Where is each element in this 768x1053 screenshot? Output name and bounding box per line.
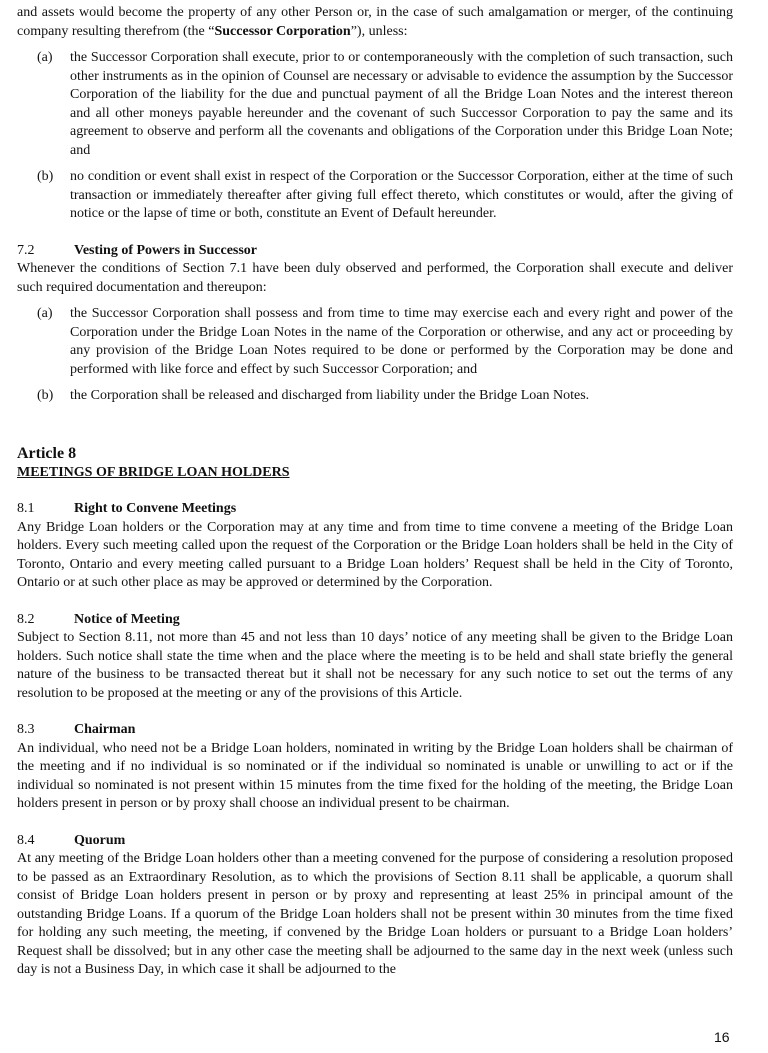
clause-7-1-item-a: (a) the Successor Corporation shall execute, prior to or contemporaneously with the completion of such transaction, such other instruments as in the opinion of Counsel are necessary or advisable to evidence the assumption by the Successor Corporation of the liability for the due and punctual payment of all the Bridge Loan Notes and the interest thereon and all other moneys payable hereunder and the covenant of such Successor Corporation to pay the same and its agreement to observe and perform all the covenants and obligations of the Corporation under this Bridge Loan Note; and xyxy=(37,50,733,158)
section-8-1-heading: 8.1 Right to Convene Meetings xyxy=(17,501,237,516)
section-8-2-body: Subject to Section 8.11, not more than 45 and not less than 10 days’ notice of any meeting shall be given to the Bridge Loan holders. Such notice shall state the time when and the place where the meeting is to be held and shall state briefly the general nature of the business to be transacted thereat but it shall not be necessary for any such notice to set out the terms of any resolution to be proposed at the meeting or any of the provisions of this Article. xyxy=(17,630,733,701)
successor-corporation-term: Successor Corporation xyxy=(214,23,351,39)
article-subtitle: MEETINGS OF BRIDGE LOAN HOLDERS xyxy=(17,464,290,480)
section-8-3-heading: 8.3 Chairman xyxy=(17,722,136,737)
section-7-2-body: Whenever the conditions of Section 7.1 have been duly observed and performed, the Corporation shall execute and deliver such required documentation and thereupon: xyxy=(17,261,733,295)
section-7-2-item-b: (b) the Corporation shall be released and discharged from liability under the Bridge Loan Notes. xyxy=(37,388,590,403)
article-subtitle-wrap xyxy=(17,463,733,483)
page-number: 16 xyxy=(714,1029,730,1045)
section-8-3-body: An individual, who need not be a Bridge Loan holders, nominated in writing by the Bridge Loan holders shall be chairman of the meeting and if no individual is so nominated or if the individual so nominated is unable or unwilling to act or if the individual so nominated is not present within 15 minutes from the time fixed for the holding of the meeting, the Bridge Loan holders present in person or by proxy shall choose an individual present to be chairman. xyxy=(17,740,733,811)
section-8-1-body: Any Bridge Loan holders or the Corporation may at any time and from time to time convene a meeting of the Bridge Loan holders. Every such meeting called upon the request of the Corporation or the Bridge Loan holders shall be held in the City of Toronto, Ontario and every meeting called pursuant to a Bridge Loan holders’ Request shall be held in the City of Toronto, Ontario or at such other place as may be approved or determined by the Corporation. xyxy=(17,519,733,590)
section-7-2-item-a: (a) the Successor Corporation shall possess and from time to time may exercise each and every right and power of the Corporation under the Bridge Loan Notes in the name of the Corporation or otherwise, and any act or proceeding by any provision of the Bridge Loan Notes required to be done or performed by the Corporation may be done and performed with like force and effect by such Successor Corporation; and xyxy=(37,306,733,377)
article-title: Article 8 xyxy=(17,444,77,462)
section-8-4-heading: 8.4 Quorum xyxy=(17,832,126,848)
section-8-2-heading: 8.2 Notice of Meeting xyxy=(17,611,180,627)
document-page xyxy=(17,4,733,980)
clause-7-1-item-b: (b) no condition or event shall exist in respect of the Corporation or the Successor Corporation, either at the time of such transaction or immediately thereafter after giving full effect thereto, which constitutes or would, after the giving of notice or the lapse of time or both, constitute an Event of Default hereunder. xyxy=(37,169,733,221)
section-8-4-body: At any meeting of the Bridge Loan holders other than a meeting convened for the purpose of considering a resolution proposed to be passed as an Extraordinary Resolution, as to which the provisions of Section 8.11 shall be applicable, a quorum shall consist of Bridge Loan holders present in person or by proxy and representing at least 25% in principal amount of the outstanding Bridge Loans. If a quorum of the Bridge Loan holders shall not be present within 30 minutes from the time fixed for holding any such meeting, the meeting, if convened by the Bridge Loan holders or pursuant to a Bridge Loan holders’ Request shall be dissolved; but in any other case the meeting shall be adjourned to the same day in the next week (unless such day is not a Business Day, in which case it shall be adjourned to the xyxy=(17,851,733,977)
section-7-2-heading: 7.2 Vesting of Powers in Successor xyxy=(17,242,258,258)
intro-paragraph: and assets would become the property of any other Person or, in the case of such amalgamation or merger, of the continuing company resulting therefrom (the “Successor Corporation”), unless: xyxy=(17,5,733,39)
